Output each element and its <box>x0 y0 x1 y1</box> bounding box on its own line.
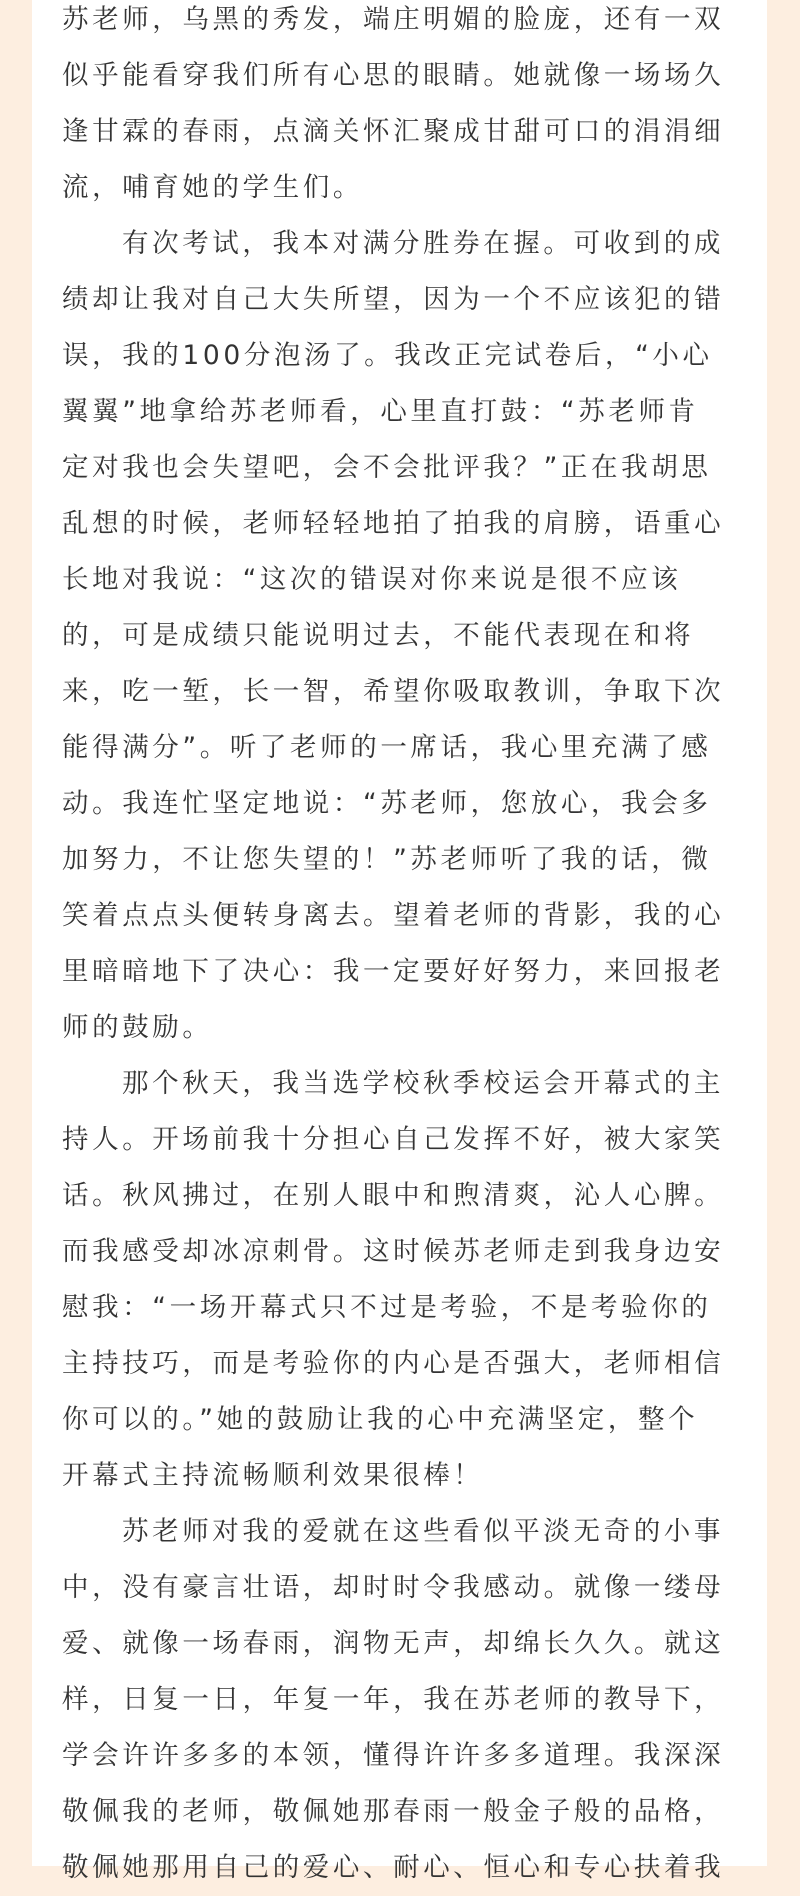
paragraph-autumn <box>62 1056 742 1504</box>
text-line: 笑着点点头便转身离去。望着老师的背影，我的心 <box>62 900 725 931</box>
text-line: 持人。开场前我十分担心自己发挥不好，被大家笑 <box>62 1124 725 1155</box>
text-line: 开幕式主持流畅顺利效果很棒！ <box>62 1460 484 1491</box>
text-line: 那个秋天，我当选学校秋季校运会开幕式的主 <box>122 1068 724 1099</box>
text-line: 师的鼓励。 <box>62 1012 213 1043</box>
text-line: 你可以的。”她的鼓励让我的心中充满坚定，整个 <box>62 1404 699 1435</box>
text-line: 敬佩我的老师，敬佩她那春雨一般金子般的品格， <box>62 1796 725 1827</box>
text-line: 来，吃一堑，长一智，希望你吸取教训，争取下次 <box>62 676 725 707</box>
text-line: 流，哺育她的学生们。 <box>62 172 363 203</box>
text-line: 慰我：“一场开幕式只不过是考验，不是考验你的 <box>62 1292 712 1323</box>
text-line: 话。秋风拂过，在别人眼中和煦清爽，沁人心脾。 <box>62 1180 725 1211</box>
article-body <box>62 0 742 1896</box>
text-line: 长地对我说：“这次的错误对你来说是很不应该 <box>62 564 682 595</box>
text-line: 加努力，不让您失望的！”苏老师听了我的话，微 <box>62 844 712 875</box>
text-line: 能得满分”。听了老师的一席话，我心里充满了感 <box>62 732 712 763</box>
text-line: 爱、就像一场春雨，润物无声，却绵长久久。就这 <box>62 1628 725 1659</box>
text-line: 苏老师，乌黑的秀发，端庄明媚的脸庞，还有一双 <box>62 4 725 35</box>
paragraph-conclusion <box>62 1504 742 1896</box>
text-line: 误，我的100分泡汤了。我改正完试卷后，“小心 <box>62 340 713 371</box>
text-line: 动。我连忙坚定地说：“苏老师，您放心，我会多 <box>62 788 712 819</box>
text-line: 有次考试，我本对满分胜券在握。可收到的成 <box>122 228 724 259</box>
article-page <box>32 0 767 1883</box>
paragraph-appearance <box>62 0 742 216</box>
text-line: 敬佩她那用自己的爱心、耐心、恒心和专心扶着我 <box>62 1852 725 1883</box>
text-line: 定对我也会失望吧，会不会批评我？”正在我胡思 <box>62 452 712 483</box>
text-line: 里暗暗地下了决心：我一定要好好努力，来回报老 <box>62 956 725 987</box>
text-line: 乱想的时候，老师轻轻地拍了拍我的肩膀，语重心 <box>62 508 725 539</box>
text-line: 主持技巧，而是考验你的内心是否强大，老师相信 <box>62 1348 725 1379</box>
text-line: 中，没有豪言壮语，却时时令我感动。就像一缕母 <box>62 1572 725 1603</box>
text-line: 似乎能看穿我们所有心思的眼睛。她就像一场场久 <box>62 60 725 91</box>
text-line: 的，可是成绩只能说明过去，不能代表现在和将 <box>62 620 695 651</box>
text-line: 样，日复一日，年复一年，我在苏老师的教导下， <box>62 1684 725 1715</box>
text-line: 而我感受却冰凉刺骨。这时候苏老师走到我身边安 <box>62 1236 725 1267</box>
text-line: 学会许许多多的本领，懂得许许多多道理。我深深 <box>62 1740 725 1771</box>
text-line: 翼翼”地拿给苏老师看，心里直打鼓：“苏老师肯 <box>62 396 699 427</box>
text-line: 绩却让我对自己大失所望，因为一个不应该犯的错 <box>62 284 725 315</box>
paragraph-exam <box>62 216 742 1056</box>
text-line: 逢甘霖的春雨，点滴关怀汇聚成甘甜可口的涓涓细 <box>62 116 725 147</box>
text-line: 苏老师对我的爱就在这些看似平淡无奇的小事 <box>122 1516 724 1547</box>
